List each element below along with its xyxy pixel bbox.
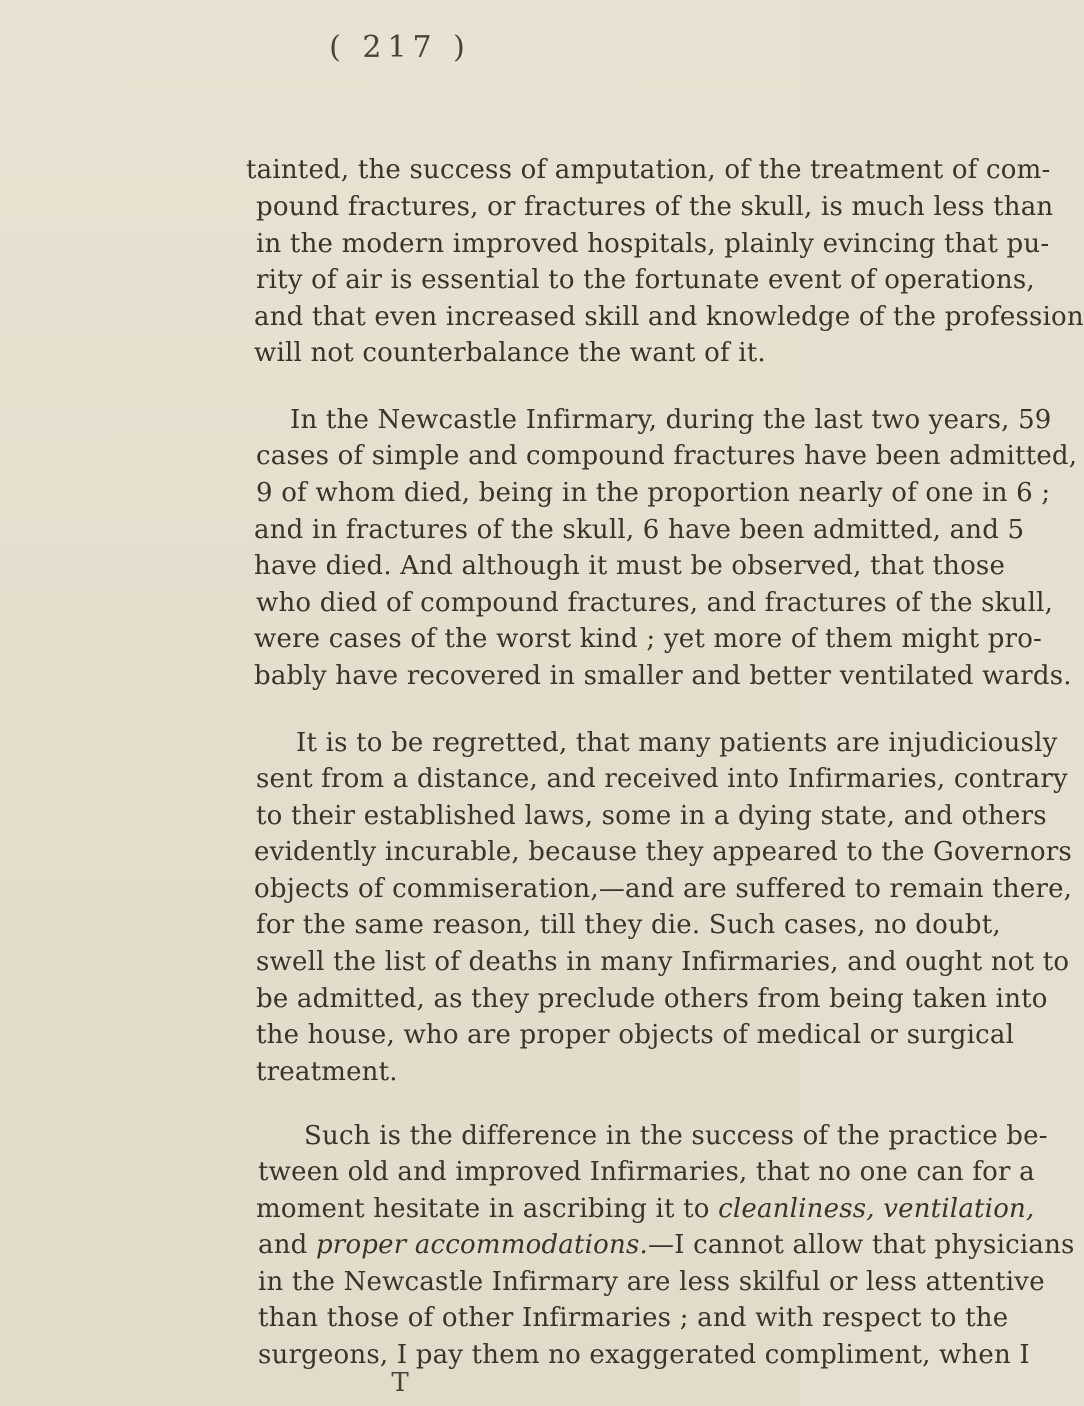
text-line: pound fractures, or fractures of the skull, is much less than [256, 192, 1054, 222]
text-line: in the modern improved hospitals, plainly evincing that pu- [256, 229, 1050, 259]
text-line: evidently incurable, because they appeared to the Governors [254, 837, 1072, 867]
text-line: and that even increased skill and knowledge of the profession [254, 302, 1084, 332]
text-line [258, 1230, 1075, 1260]
text-line: the house, who are proper objects of medical or surgical [256, 1020, 1015, 1050]
text-line: than those of other Infirmaries ; and with respect to the [258, 1303, 1009, 1333]
text-line: objects of commiseration,—and are suffered to remain there, [254, 874, 1073, 904]
text-line: sent from a distance, and received into Infirmaries, contrary [256, 764, 1068, 794]
text-line: who died of compound fractures, and fractures of the skull, [256, 588, 1054, 618]
text-line: have died. And although it must be observed, that those [254, 551, 1006, 581]
text-line: rity of air is essential to the fortunate event of operations, [256, 265, 1035, 295]
text-line: for the same reason, till they die. Such cases, no doubt, [256, 910, 1001, 940]
italic-text-segment: cleanliness, ventilation, [718, 1194, 1035, 1224]
text-line: In the Newcastle Infirmary, during the last two years, 59 [290, 405, 1052, 435]
text-line: treatment. [256, 1057, 398, 1087]
text-line: 9 of whom died, being in the proportion nearly of one in 6 ; [256, 478, 1051, 508]
text-line: surgeons, I pay them no exaggerated compliment, when I [258, 1340, 1030, 1370]
text-line: tween old and improved Infirmaries, that no one can for a [258, 1157, 1035, 1187]
text-line: to their established laws, some in a dying state, and others [256, 801, 1047, 831]
text-line: tainted, the success of amputation, of the treatment of com- [246, 155, 1051, 185]
text-segment: and [258, 1230, 308, 1260]
text-segment: —I cannot allow that physicians [647, 1230, 1075, 1260]
text-line: and in fractures of the skull, 6 have been admitted, and 5 [254, 515, 1025, 545]
text-line: be admitted, as they preclude others from being taken into [256, 984, 1048, 1014]
text-line: cases of simple and compound fractures have been admitted, [256, 441, 1078, 471]
text-line [256, 1194, 1034, 1224]
text-line: will not counterbalance the want of it. [254, 338, 766, 368]
text-line: bably have recovered in smaller and better ventilated wards. [254, 661, 1072, 691]
text-line: swell the list of deaths in many Infirmaries, and ought not to [256, 947, 1070, 977]
text-line: It is to be regretted, that many patients are injudiciously [296, 728, 1058, 758]
text-segment: moment hesitate in ascribing it to [256, 1194, 710, 1224]
signature-mark: T [391, 1368, 409, 1398]
italic-text-segment: proper accommodations. [315, 1230, 648, 1260]
text-line: Such is the difference in the success of the practice be- [304, 1121, 1048, 1151]
text-line: in the Newcastle Infirmary are less skilful or less attentive [258, 1267, 1045, 1297]
page-number-header: ( 217 ) [329, 30, 471, 65]
text-line: were cases of the worst kind ; yet more of them might pro- [254, 624, 1043, 654]
